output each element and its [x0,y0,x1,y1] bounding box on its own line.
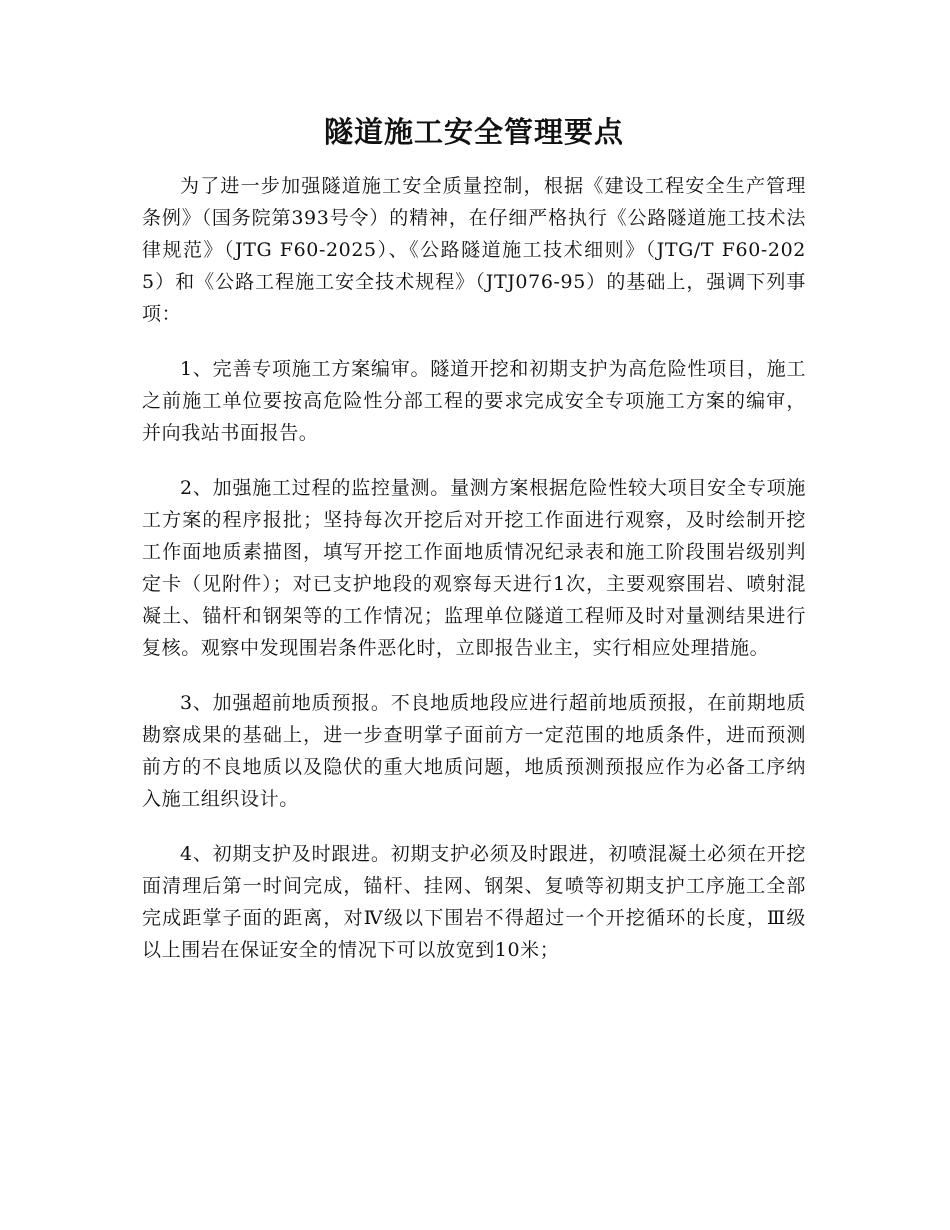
item-paragraph-3: 3、加强超前地质预报。不良地质地段应进行超前地质预报，在前期地质勘察成果的基础上，进一步查明掌子面前方一定范围的地质条件，进而预测前方的不良地质以及隐伏的重大地质问题，地质预测预报应作为必备工序纳入施工组织设计。 [142,692,806,810]
item-paragraph-4: 4、初期支护及时跟进。初期支护必须及时跟进，初喷混凝土必须在开挖面清理后第一时间完成，锚杆、挂网、钢架、复喷等初期支护工序施工全部完成距掌子面的距离，对Ⅳ级以下围岩不得超过一个开挖循环的长度，Ⅲ级以上围岩在保证安全的情况下可以放宽到10米； [142,843,806,961]
intro-paragraph: 为了进一步加强隧道施工安全质量控制，根据《建设工程安全生产管理条例》（国务院第393号令）的精神，在仔细严格执行《公路隧道施工技术法律规范》（JTG F60-2025）、《公路隧道施工技术细则》（JTG/T F60-2025）和《公路工程施工安全技术规程》（JTJ076-95）的基础上，强调下列事项： [142,175,806,325]
document-body [142,112,806,966]
item-paragraph-1: 1、完善专项施工方案编审。隧道开挖和初期支护为高危险性项目，施工之前施工单位要按高危险性分部工程的要求完成安全专项施工方案的编审，并向我站书面报告。 [142,358,806,444]
item-paragraph-2: 2、加强施工过程的监控量测。量测方案根据危险性较大项目安全专项施工方案的程序报批；坚持每次开挖后对开挖工作面进行观察，及时绘制开挖工作面地质素描图，填写开挖工作面地质情况纪录表和施工阶段围岩级别判定卡（见附件）；对已支护地段的观察每天进行1次，主要观察围岩、喷射混凝土、锚杆和钢架等的工作情况；监理单位隧道工程师及时对量测结果进行复核。观察中发现围岩条件恶化时，立即报告业主，实行相应处理措施。 [142,477,806,659]
document-title: 隧道施工安全管理要点 [323,115,624,149]
